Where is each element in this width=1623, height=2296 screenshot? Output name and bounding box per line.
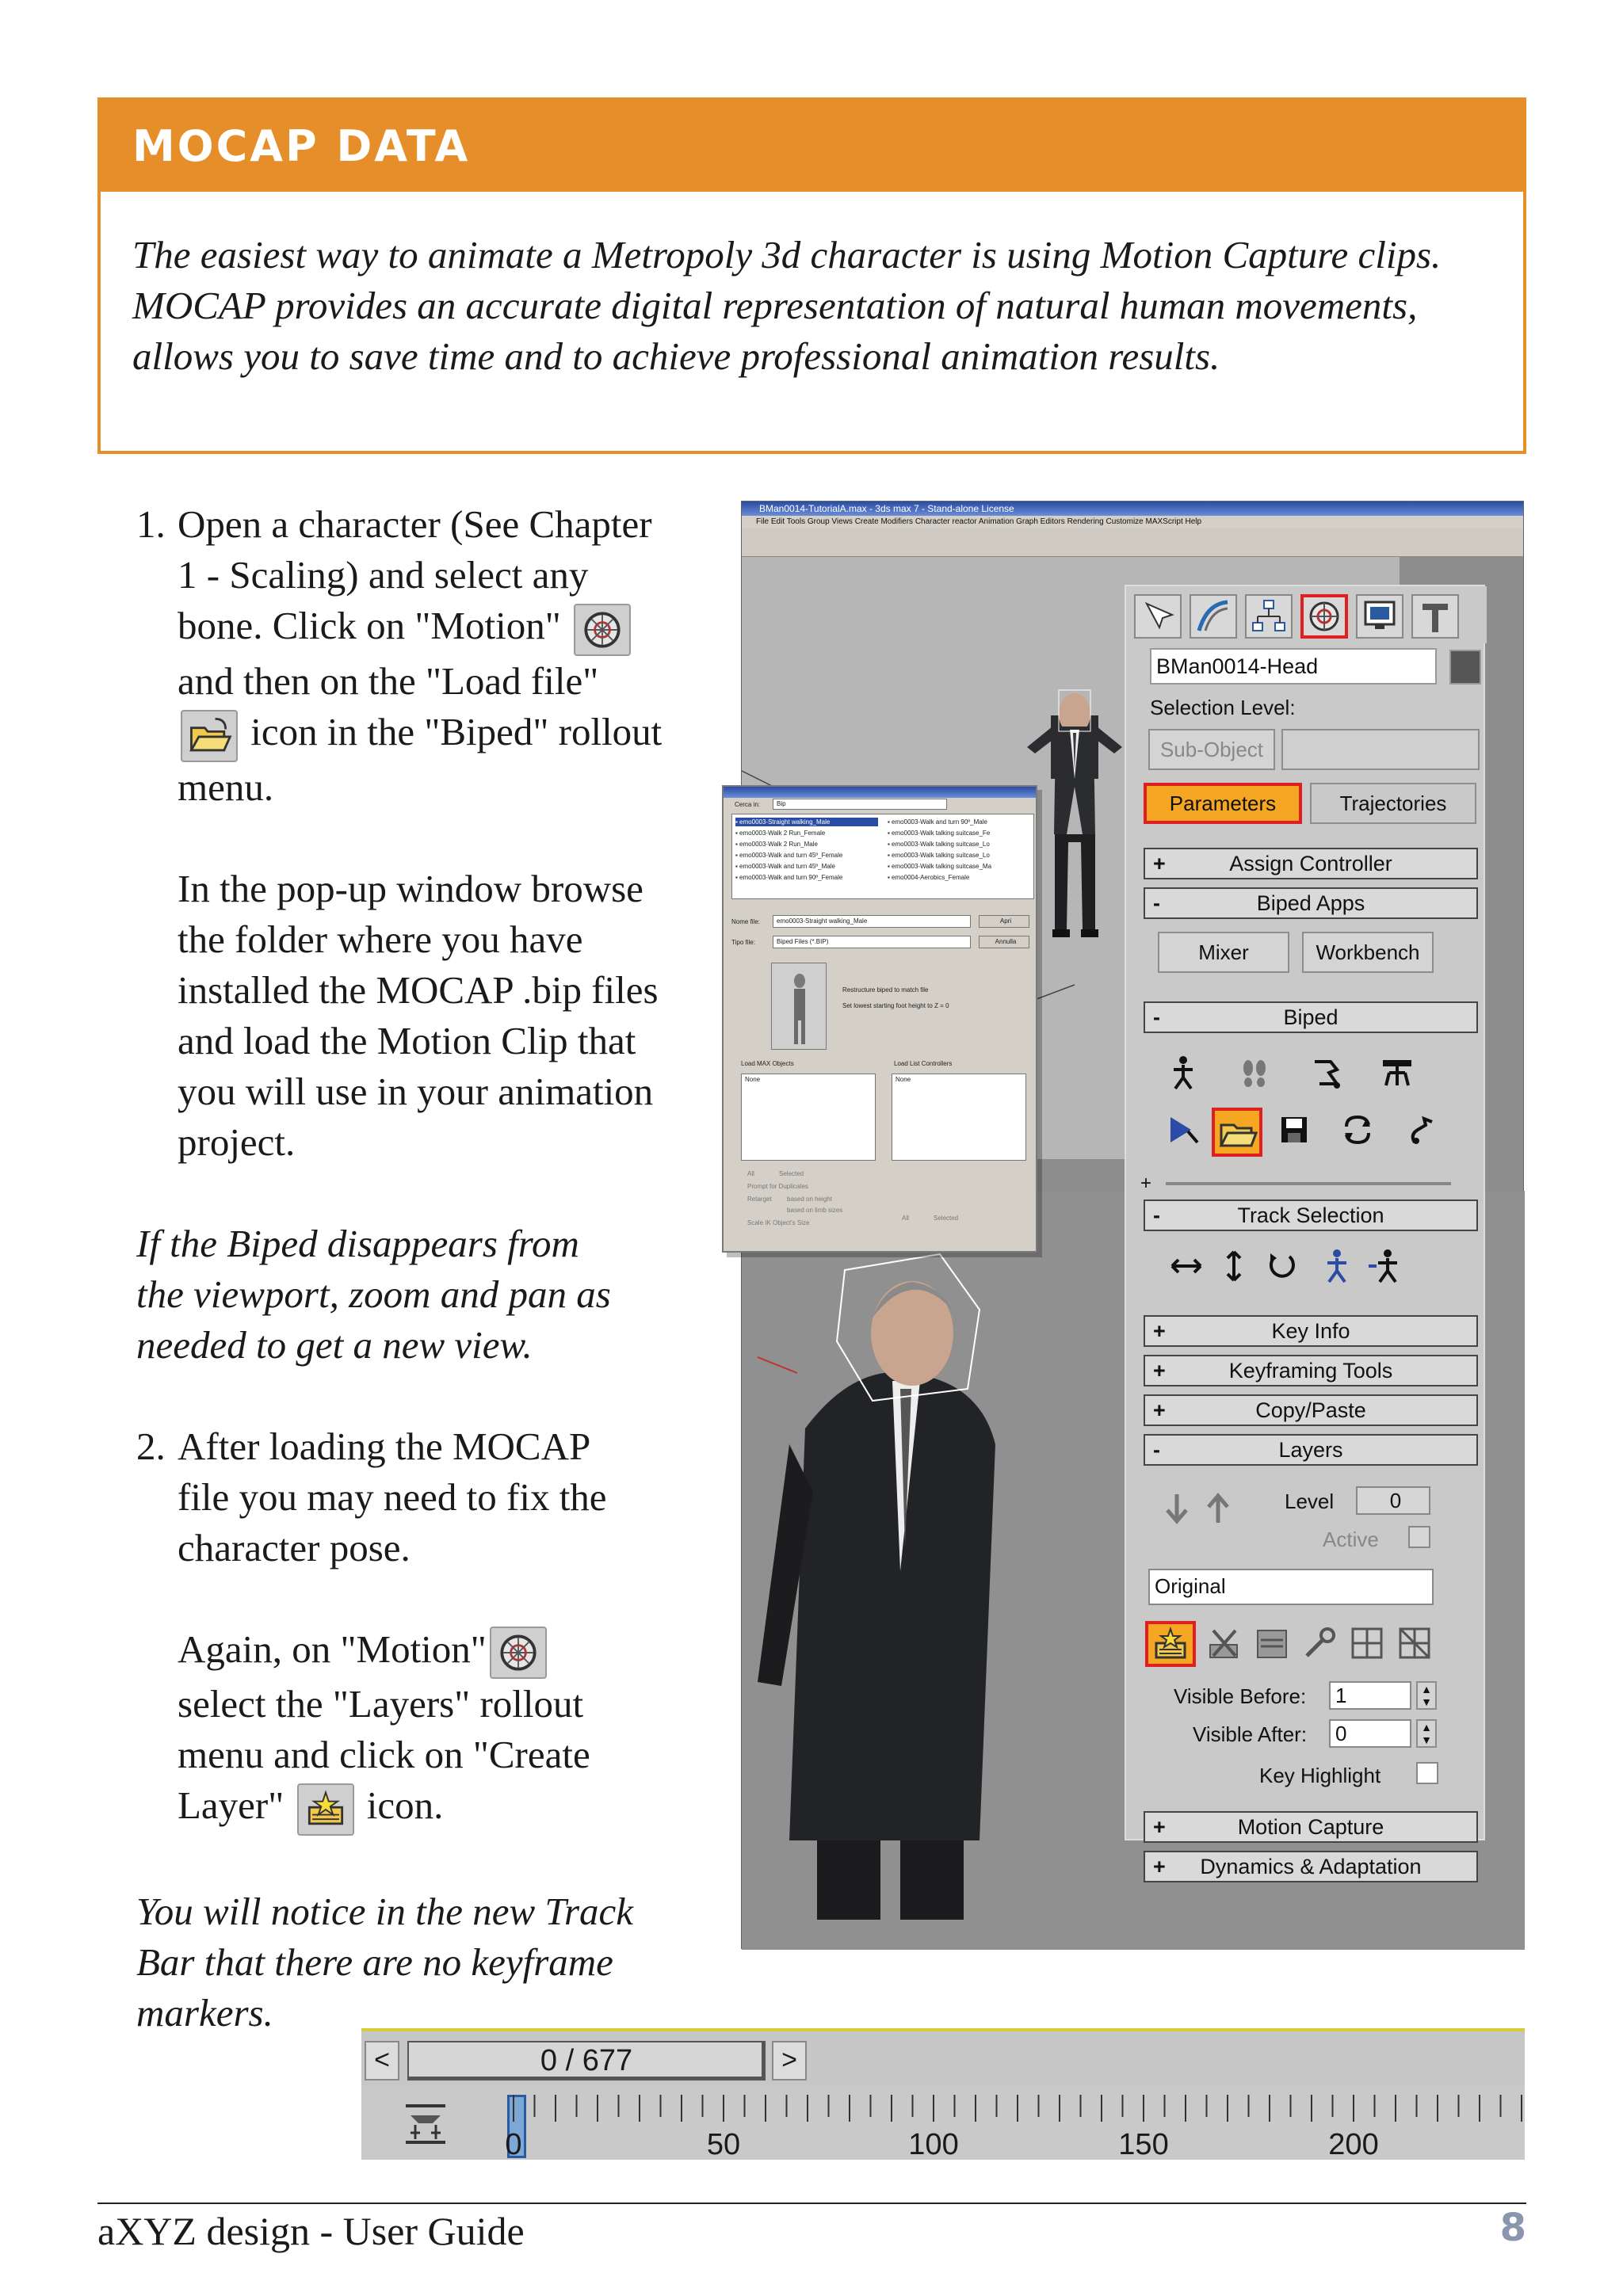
radio-all[interactable]: All xyxy=(747,1170,754,1177)
intro-header xyxy=(101,101,1523,192)
step-text: icon. xyxy=(366,1783,444,1828)
max-objects-list[interactable] xyxy=(741,1074,876,1161)
select-opposite-icon[interactable] xyxy=(1318,1247,1356,1285)
step-text: you will use in your animation xyxy=(178,1069,654,1113)
paragraph-browse xyxy=(178,864,715,1168)
visible-after-field[interactable]: 0 xyxy=(1329,1719,1411,1748)
tick-label: 200 xyxy=(1328,2128,1379,2161)
layer-up-icon[interactable] xyxy=(1199,1489,1237,1527)
step-text: Open a character (See Chapter xyxy=(178,502,652,546)
motion-flow-mode-icon[interactable] xyxy=(1307,1054,1345,1092)
load-max-objects[interactable]: Load MAX Objects xyxy=(741,1060,794,1067)
tab-modify[interactable] xyxy=(1190,594,1237,639)
list-item: None xyxy=(896,1076,911,1083)
level-field[interactable]: 0 xyxy=(1356,1486,1430,1515)
rollout-assign-controller[interactable]: + Assign Controller xyxy=(1144,848,1478,879)
time-slider-bar[interactable] xyxy=(361,2028,1525,2085)
intro-line: allows you to save time and to achieve professional animation results. xyxy=(132,334,1220,378)
file-list-item[interactable]: ▪ emo0003-Walk and turn 90º_Male xyxy=(888,818,987,826)
step-text: menu and click on "Create xyxy=(178,1733,590,1777)
file-list-item[interactable]: ▪ emo0004-Aerobics_Female xyxy=(888,874,970,881)
step-text: icon in the "Biped" rollout xyxy=(250,709,663,753)
workbench-button[interactable]: Workbench xyxy=(1302,932,1434,973)
step-1 xyxy=(136,499,715,813)
visible-after-label: Visible After: xyxy=(1193,1722,1308,1746)
intro-line: The easiest way to animate a Metropoly 3d character is using Motion Capture clips. xyxy=(132,233,1442,277)
tab-display[interactable] xyxy=(1356,594,1403,639)
step-text-with-icon xyxy=(178,1624,715,1680)
step-text: In the pop-up window browse xyxy=(178,866,643,910)
note-keyframes xyxy=(136,1886,715,2039)
key-highlight-label: Key Highlight xyxy=(1259,1764,1381,1787)
load-list-controllers[interactable]: Load List Controllers xyxy=(894,1060,953,1067)
rollout-title: Biped xyxy=(1283,1005,1338,1029)
mixer-button[interactable]: Mixer xyxy=(1158,932,1289,973)
rollout-title: Biped Apps xyxy=(1256,891,1365,915)
save-file-icon[interactable] xyxy=(1275,1111,1313,1149)
motion-icon xyxy=(490,1627,547,1679)
intro-text xyxy=(101,192,1523,382)
step-text-with-icon xyxy=(178,707,662,762)
figure-mode-icon[interactable] xyxy=(1164,1054,1202,1092)
parameters-button[interactable]: Parameters xyxy=(1144,783,1302,824)
panel-tabs[interactable] xyxy=(1126,586,1487,643)
body-vertical-icon[interactable] xyxy=(1215,1247,1253,1285)
note-biped xyxy=(136,1219,715,1371)
filetype-label: Tipo file: xyxy=(731,939,755,946)
timeline-ruler[interactable] xyxy=(504,2093,1525,2160)
note-text: You will notice in the new Track xyxy=(136,1890,634,1933)
next-frame-button[interactable]: > xyxy=(772,2041,807,2081)
selection-level-label: Selection Level: xyxy=(1150,696,1296,719)
file-list-item[interactable]: ▪ emo0003-Walk and turn 90º_Female xyxy=(735,874,843,881)
option-restructure[interactable]: Restructure biped to match file xyxy=(842,986,929,994)
rollout-title: Dynamics & Adaptation xyxy=(1200,1855,1422,1878)
window-title: BMan0014-TutorialA.max - 3ds max 7 - Stand-alone License xyxy=(742,502,1523,516)
file-list-item[interactable]: ▪ emo0003-Walk and turn 45º_Female xyxy=(735,852,843,859)
move-all-mode-icon[interactable] xyxy=(1402,1111,1440,1149)
rollout-keyframing-tools[interactable]: + Keyframing Tools xyxy=(1144,1355,1478,1386)
filetype-select[interactable]: Biped Files (*.BIP) xyxy=(773,936,971,948)
key-controls-icon[interactable] xyxy=(401,2100,450,2149)
radio-selected[interactable]: Selected xyxy=(779,1170,804,1177)
level-label: Level xyxy=(1285,1489,1335,1513)
footstep-mode-icon[interactable] xyxy=(1235,1054,1274,1092)
list-item: None xyxy=(745,1076,761,1083)
screenshot-3dsmax xyxy=(731,501,1524,1949)
note-text: the viewport, zoom and pan as xyxy=(136,1272,611,1316)
menu-bar[interactable]: File Edit Tools Group Views Create Modifiers Character reactor Animation Graph Editors Rendering Customize MAXScript Help xyxy=(742,516,1523,528)
look-in-select[interactable]: Bip xyxy=(773,799,947,810)
rollout-dynamics[interactable]: + Dynamics & Adaptation xyxy=(1144,1851,1478,1882)
file-list-item[interactable]: ▪ emo0003-Walk talking suitcase_Ma xyxy=(888,863,992,870)
list-controllers-list[interactable] xyxy=(892,1074,1026,1161)
load-file-icon xyxy=(181,710,238,762)
file-list-item[interactable]: ▪ emo0003-Walk 2 Run_Male xyxy=(735,841,818,848)
rollout-title: Keyframing Tools xyxy=(1228,1359,1393,1383)
sub-object-select[interactable] xyxy=(1281,729,1480,770)
tick-label: 150 xyxy=(1118,2128,1169,2161)
body-rotation-icon[interactable] xyxy=(1262,1247,1300,1285)
rollout-title: Key Info xyxy=(1271,1319,1350,1343)
file-list-item[interactable]: ▪ emo0003-Walk talking suitcase_Lo xyxy=(888,852,990,859)
retarget-icon[interactable] xyxy=(1396,1624,1434,1662)
footer-title: aXYZ design - User Guide xyxy=(97,2209,525,2253)
step-text: bone. Click on "Motion" xyxy=(178,604,561,647)
create-layer-icon xyxy=(297,1783,354,1836)
visible-before-label: Visible Before: xyxy=(1174,1684,1307,1708)
active-label: Active xyxy=(1323,1527,1379,1551)
visible-after-spinner[interactable]: ▲ ▼ xyxy=(1416,1719,1437,1748)
object-color-swatch[interactable] xyxy=(1449,650,1481,685)
rollout-biped[interactable]: - Biped xyxy=(1144,1001,1478,1033)
filename-input[interactable]: emo0003-Straight walking_Male xyxy=(773,915,971,928)
step-text: menu. xyxy=(178,765,274,809)
collapse-layer-icon[interactable] xyxy=(1253,1624,1291,1662)
file-list-item[interactable]: ▪ emo0003-Walk talking suitcase_Fe xyxy=(888,830,991,837)
step-text: and load the Motion Clip that xyxy=(178,1018,636,1062)
symmetrical-icon[interactable] xyxy=(1365,1247,1403,1285)
key-highlight-checkbox[interactable] xyxy=(1416,1762,1438,1784)
active-checkbox[interactable] xyxy=(1408,1526,1430,1548)
paragraph-layers xyxy=(178,1624,715,1836)
cancel-button[interactable]: Annulla xyxy=(979,936,1029,948)
step-text-with-icon xyxy=(178,1780,715,1836)
note-text: Bar that there are no keyframe xyxy=(136,1940,613,1984)
load-file-icon[interactable] xyxy=(1212,1108,1262,1157)
step-text: installed the MOCAP .bip files xyxy=(178,967,659,1012)
rollout-layers[interactable]: - Layers xyxy=(1144,1434,1478,1466)
rollout-title: Motion Capture xyxy=(1237,1815,1384,1839)
tab-utilities[interactable] xyxy=(1411,594,1459,639)
step-text: 1 - Scaling) and select any xyxy=(178,553,589,597)
layer-name-field[interactable]: Original xyxy=(1148,1569,1434,1605)
radio-all-2[interactable]: All xyxy=(902,1215,909,1222)
motion-icon xyxy=(574,604,631,656)
convert-icon[interactable] xyxy=(1338,1111,1377,1149)
body-horizontal-icon[interactable] xyxy=(1167,1247,1205,1285)
open-button[interactable]: Apri xyxy=(979,915,1029,928)
option-lowest-foot[interactable]: Set lowest starting foot height to Z = 0 xyxy=(842,1002,949,1009)
scale-ik[interactable]: Scale IK Object's Size xyxy=(747,1219,810,1226)
file-list[interactable] xyxy=(731,814,1034,899)
command-panel[interactable] xyxy=(1125,585,1485,1878)
sub-object-button[interactable]: Sub-Object xyxy=(1148,729,1275,770)
step-text: Layer" xyxy=(178,1783,285,1828)
step-text-with-icon xyxy=(178,601,662,656)
step-2 xyxy=(136,1421,715,1573)
expand-plus[interactable]: + xyxy=(1140,1173,1152,1194)
rollout-biped-apps[interactable]: - Biped Apps xyxy=(1144,887,1478,919)
object-name-field[interactable]: BMan0014-Head xyxy=(1150,648,1437,685)
prev-frame-button[interactable]: < xyxy=(365,2041,399,2081)
rollout-title: Copy/Paste xyxy=(1255,1398,1366,1422)
prompt-duplicates[interactable]: Prompt for Duplicates xyxy=(747,1183,808,1190)
step-text: character pose. xyxy=(178,1525,411,1569)
file-list-item[interactable]: ▪ emo0003-Walk 2 Run_Female xyxy=(735,830,826,837)
character-figure-large xyxy=(758,1254,995,1920)
based-on-height[interactable]: based on height xyxy=(787,1196,832,1203)
retarget[interactable]: Retarget xyxy=(747,1196,772,1203)
file-list-item[interactable]: ▪ emo0003-Walk and turn 45º_Male xyxy=(735,863,835,870)
step-number: 2. xyxy=(136,1424,166,1468)
tick-label: 100 xyxy=(908,2128,959,2161)
based-on-limb[interactable]: based on limb sizes xyxy=(787,1207,843,1214)
tick-label: 0 xyxy=(505,2128,522,2161)
filename-label: Nome file: xyxy=(731,918,761,925)
step-text: Again, on "Motion" xyxy=(178,1627,487,1671)
tab-create[interactable] xyxy=(1134,594,1182,639)
create-layer-icon[interactable] xyxy=(1145,1621,1196,1667)
visible-before-spinner[interactable]: ▲ ▼ xyxy=(1416,1681,1437,1710)
load-file-dialog[interactable] xyxy=(722,785,1037,1253)
delete-layer-icon[interactable] xyxy=(1205,1624,1243,1662)
instructions xyxy=(136,499,715,2039)
snap-set-key-icon[interactable] xyxy=(1300,1624,1338,1662)
step-text: After loading the MOCAP xyxy=(178,1424,591,1468)
file-list-item[interactable]: ▪ emo0003-Straight walking_Male xyxy=(735,818,878,826)
rollout-title: Track Selection xyxy=(1237,1203,1384,1227)
step-text: select the "Layers" rollout xyxy=(178,1682,584,1726)
step-text: and then on the "Load file" xyxy=(178,658,599,703)
track-bar[interactable] xyxy=(361,2028,1525,2160)
rollout-key-info[interactable]: + Key Info xyxy=(1144,1315,1478,1347)
activate-only-icon[interactable] xyxy=(1348,1624,1386,1662)
rollout-motion-capture[interactable]: + Motion Capture xyxy=(1144,1811,1478,1843)
playback-icon[interactable] xyxy=(1164,1111,1202,1149)
time-slider[interactable]: 0 / 677 xyxy=(407,2041,766,2081)
rollout-separator xyxy=(1166,1182,1451,1185)
rollout-track-selection[interactable]: - Track Selection xyxy=(1144,1199,1478,1231)
step-number: 1. xyxy=(136,502,166,546)
radio-selected-2[interactable]: Selected xyxy=(934,1215,959,1222)
note-text: markers. xyxy=(136,1991,273,2035)
character-figure-small xyxy=(1027,690,1122,937)
file-list-item[interactable]: ▪ emo0003-Walk talking suitcase_Lo xyxy=(888,841,990,848)
visible-before-field[interactable]: 1 xyxy=(1329,1681,1411,1710)
rollout-title: Assign Controller xyxy=(1229,852,1392,875)
section-title: MOCAP DATA xyxy=(132,121,471,171)
dialog-titlebar xyxy=(724,787,1036,798)
layer-down-icon[interactable] xyxy=(1158,1489,1196,1527)
rollout-copy-paste[interactable]: + Copy/Paste xyxy=(1144,1394,1478,1426)
biped-preview xyxy=(771,963,827,1050)
tab-motion[interactable] xyxy=(1300,594,1348,639)
step-text: project. xyxy=(178,1119,296,1164)
trajectories-button[interactable]: Trajectories xyxy=(1310,783,1476,824)
look-in-label: Cerca in: xyxy=(735,801,761,808)
tab-hierarchy[interactable] xyxy=(1245,594,1293,639)
note-text: If the Biped disappears from xyxy=(136,1221,579,1265)
main-toolbar[interactable] xyxy=(742,528,1523,557)
step-text: file you may need to fix the xyxy=(178,1474,607,1519)
rollout-title: Layers xyxy=(1278,1438,1343,1462)
step-text: the folder where you have xyxy=(178,917,583,961)
tick-label: 50 xyxy=(706,2128,741,2161)
intro-box xyxy=(97,97,1526,454)
page-number: 8 xyxy=(1499,2206,1526,2250)
mixer-mode-icon[interactable] xyxy=(1378,1054,1416,1092)
intro-line: MOCAP provides an accurate digital representation of natural human movements, xyxy=(132,284,1418,327)
note-text: needed to get a new view. xyxy=(136,1322,533,1367)
